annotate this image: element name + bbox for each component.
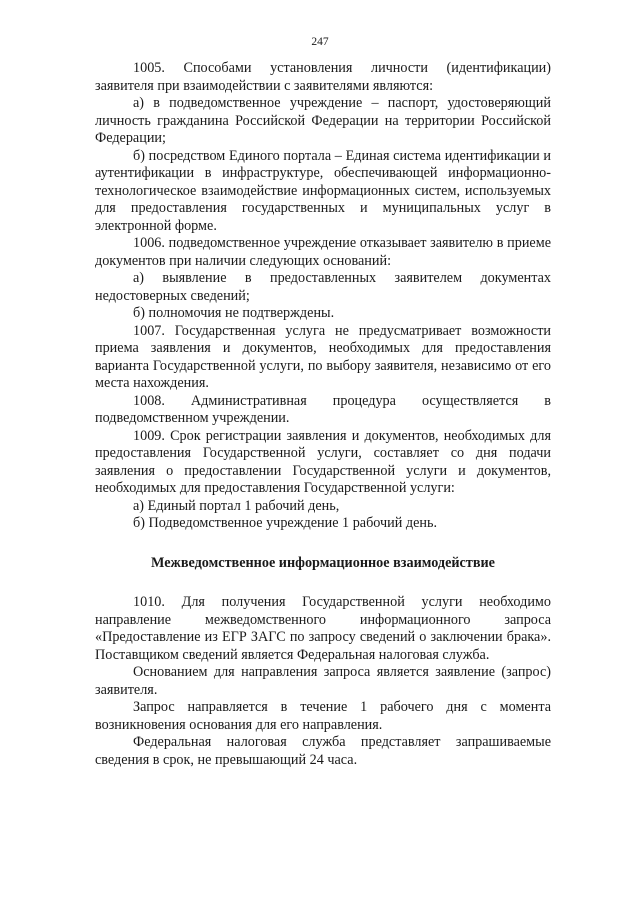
paragraph-1006-a: а) выявление в предоставленных заявителем документах недостоверных сведений; bbox=[95, 270, 551, 304]
paragraph-1009-b: б) Подведомственное учреждение 1 рабочий день. bbox=[133, 515, 438, 531]
paragraph-1005-a: а) в подведомственное учреждение – паспорт, удостоверяющий личность гражданина Российской Федерации на территории Российской Федерации; bbox=[95, 95, 551, 146]
document-body bbox=[95, 60, 551, 769]
page-number: 247 bbox=[311, 36, 329, 48]
paragraph-1005: 1005. Способами установления личности (идентификации) заявителя при взаимодействии с заявителями являются: bbox=[95, 60, 551, 94]
paragraph-1006-b: б) полномочия не подтверждены. bbox=[133, 305, 335, 321]
paragraph-1010: 1010. Для получения Государственной услуги необходимо направление межведомственного информационного запроса «Предоставление из ЕГР ЗАГС по запросу сведений о заключении брака». Поставщиком сведений является Федеральная налоговая служба. bbox=[95, 594, 551, 663]
paragraph-1006: 1006. подведомственное учреждение отказывает заявителю в приеме документов при наличии следующих оснований: bbox=[95, 235, 551, 269]
section-heading: Межведомственное информационное взаимодействие bbox=[151, 554, 495, 571]
paragraph-1010-response: Федеральная налоговая служба представляет запрашиваемые сведения в срок, не превышающий 24 часа. bbox=[95, 734, 551, 768]
paragraph-1008: 1008. Административная процедура осуществляется в подведомственном учреждении. bbox=[95, 392, 551, 426]
paragraph-1010-timing: Запрос направляется в течение 1 рабочего дня с момента возникновения основания для его направления. bbox=[95, 699, 551, 733]
paragraph-1005-b: б) посредством Единого портала – Единая система идентификации и аутентификации в инфраструктуре, обеспечивающей информационно-технологическое взаимодействие информационных систем, используемых для предоставления государственных и муниципальных услуг в электронной форме. bbox=[95, 147, 551, 234]
paragraph-1009: 1009. Срок регистрации заявления и документов, необходимых для предоставления Государственной услуги, составляет со дня подачи заявления о предоставлении Государственной услуги и документов, необходимых для предоставления Государственной услуги: bbox=[95, 427, 551, 496]
paragraph-1009-a: а) Единый портал 1 рабочий день, bbox=[133, 497, 340, 514]
paragraph-1007: 1007. Государственная услуга не предусматривает возможности приема заявления и документов, необходимых для предоставления варианта Государственной услуги, по выбору заявителя, независимо от его места нахождения. bbox=[95, 322, 551, 391]
paragraph-1010-basis: Основанием для направления запроса является заявление (запрос) заявителя. bbox=[95, 664, 551, 698]
